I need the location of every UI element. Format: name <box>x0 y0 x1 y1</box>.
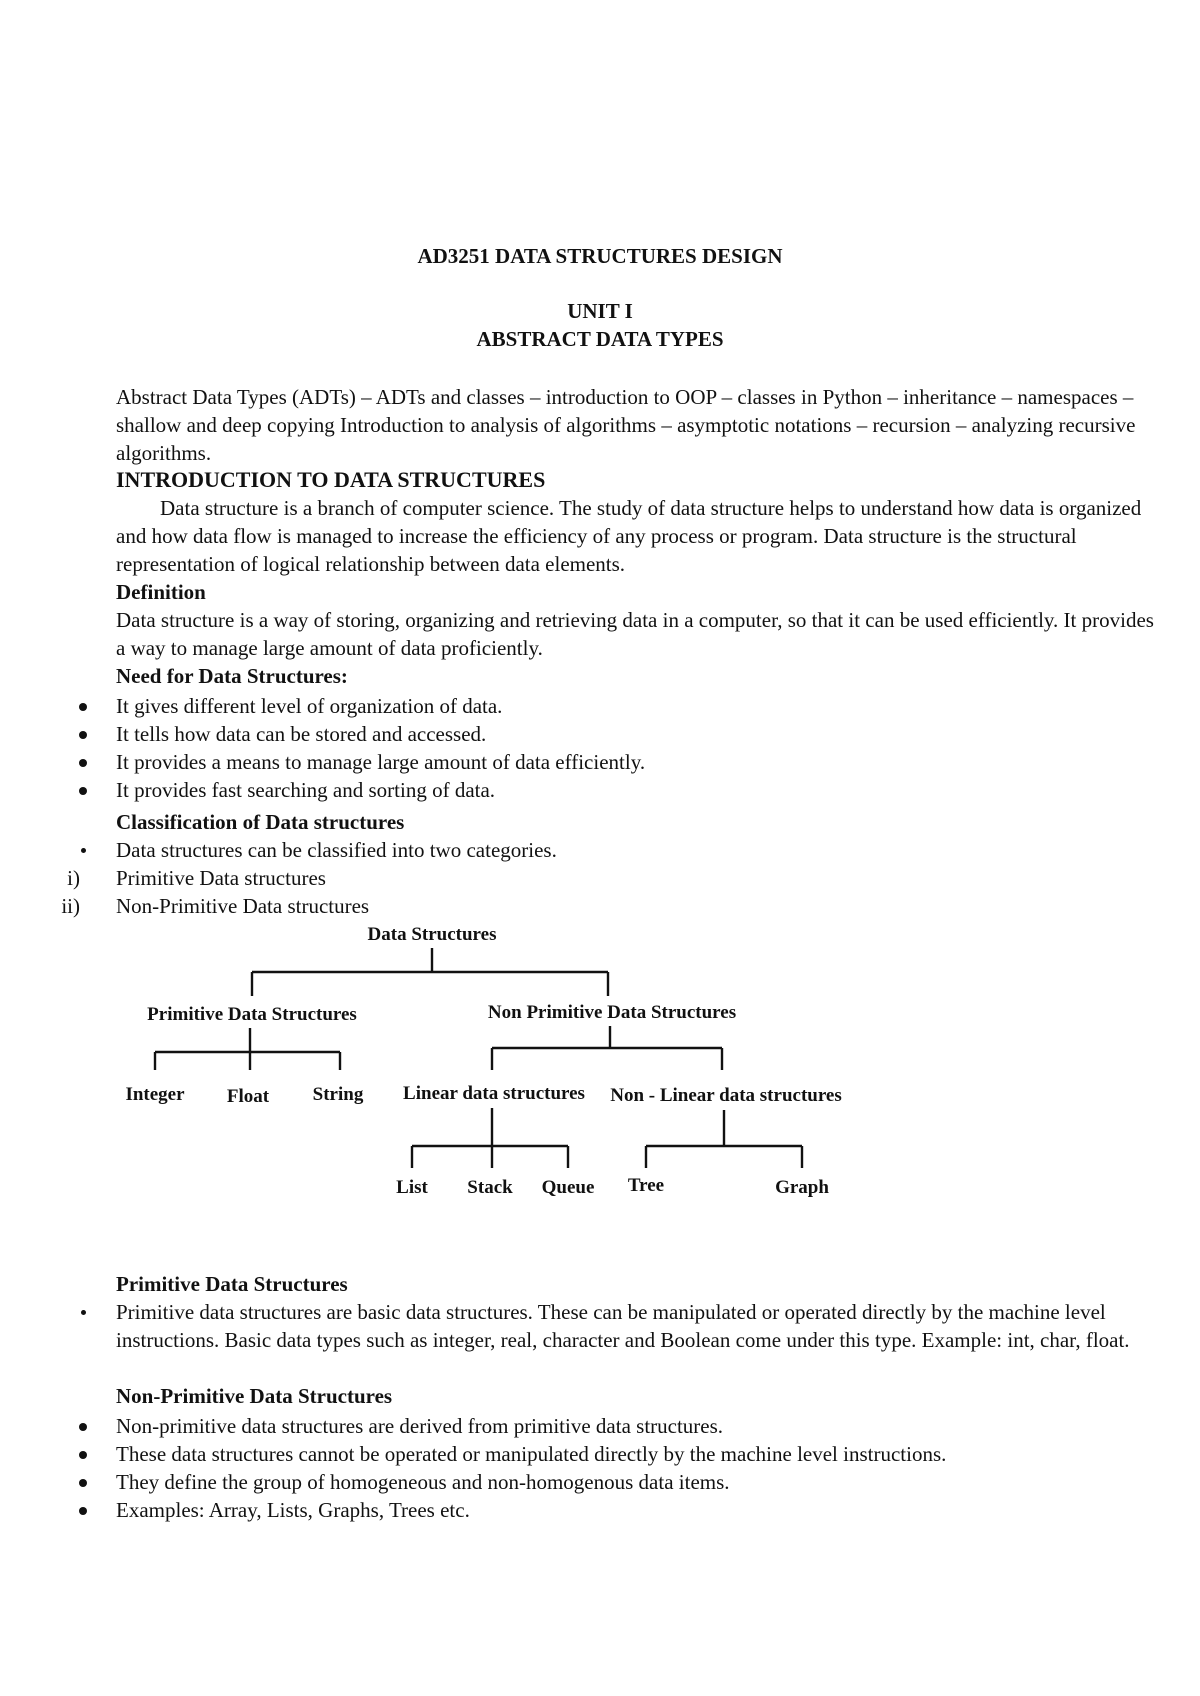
list-item: It provides fast searching and sorting of data. <box>0 776 1160 804</box>
definition-heading: Definition <box>116 580 206 604</box>
bullet-icon <box>79 1451 87 1459</box>
classification-heading: Classification of Data structures <box>116 810 405 834</box>
list-item: It provides a means to manage large amount of data efficiently. <box>0 748 1160 776</box>
definition-text: Data structure is a way of storing, organizing and retrieving data in a computer, so that it can be used efficiently. It provides a way to manage large amount of data proficiently. <box>116 608 1154 660</box>
node-linear: Linear data structures <box>403 1083 585 1104</box>
classification-intro <box>0 836 1160 864</box>
primitive-list <box>0 1298 1160 1354</box>
bullet-icon <box>79 731 87 739</box>
bullet-icon <box>79 1479 87 1487</box>
node-float: Float <box>226 1086 270 1107</box>
item-text: Non-Primitive Data structures <box>116 894 370 918</box>
node-non-primitive: Non Primitive Data Structures <box>487 1002 737 1023</box>
node-non-linear: Non - Linear data structures <box>610 1085 842 1106</box>
list-item: Non-primitive data structures are derived from primitive data structures. <box>0 1412 1160 1440</box>
bullet-icon <box>79 1423 87 1431</box>
list-item: It tells how data can be stored and accessed. <box>0 720 1160 748</box>
item-number: i) <box>67 866 80 890</box>
non-primitive-heading: Non-Primitive Data Structures <box>116 1384 393 1408</box>
list-item: Primitive data structures are basic data structures. These can be manipulated or operated directly by the machine level instructions. Basic data types such as integer, real, character and Boolean come under this type. Example: int, char, float. <box>0 1298 1160 1354</box>
list-item: They define the group of homogeneous and non-homogenous data items. <box>0 1468 1160 1496</box>
intro-heading: INTRODUCTION TO DATA STRUCTURES <box>116 467 546 492</box>
node-integer: Integer <box>125 1084 185 1105</box>
course-title: AD3251 DATA STRUCTURES DESIGN <box>417 244 783 268</box>
bullet-icon <box>81 1310 86 1315</box>
node-stack: Stack <box>467 1177 513 1198</box>
node-list: List <box>396 1177 428 1198</box>
node-queue: Queue <box>541 1177 595 1198</box>
list-item: It gives different level of organization of data. <box>0 692 1160 720</box>
bullet-icon <box>79 787 87 795</box>
node-tree: Tree <box>627 1175 665 1196</box>
node-string: String <box>312 1084 364 1105</box>
primitive-heading: Primitive Data Structures <box>116 1272 348 1296</box>
bullet-icon <box>79 1507 87 1515</box>
unit-number: UNIT I <box>567 299 633 323</box>
intro-text: Data structure is a branch of computer science. The study of data structure helps to understand how data is organized and how data flow is managed to increase the efficiency of any process or program. Data structure is the structural representation of logical relationship between data elements. <box>116 496 1142 576</box>
node-graph: Graph <box>775 1177 829 1198</box>
item-text: Primitive Data structures <box>116 866 326 890</box>
item-number: ii) <box>61 894 80 918</box>
list-item: These data structures cannot be operated or manipulated directly by the machine level instructions. <box>0 1440 1160 1468</box>
need-list <box>0 692 1160 804</box>
bullet-icon <box>79 759 87 767</box>
syllabus-text: Abstract Data Types (ADTs) – ADTs and classes – introduction to OOP – classes in Python – inheritance – namespaces – shallow and deep copying Introduction to analysis of algorithms – asymptotic notations – recursion – analyzing recursive algorithms. <box>116 385 1136 465</box>
bullet-icon <box>81 848 86 853</box>
need-heading: Need for Data Structures: <box>116 664 348 688</box>
non-primitive-list <box>0 1412 1160 1524</box>
classification-tree-diagram <box>0 920 1200 1220</box>
list-item: Examples: Array, Lists, Graphs, Trees etc. <box>0 1496 1160 1524</box>
bullet-icon <box>79 703 87 711</box>
unit-title: ABSTRACT DATA TYPES <box>476 327 724 351</box>
node-primitive: Primitive Data Structures <box>147 1004 357 1025</box>
node-data-structures: Data Structures <box>367 924 497 945</box>
list-item: Data structures can be classified into two categories. <box>0 836 1160 864</box>
